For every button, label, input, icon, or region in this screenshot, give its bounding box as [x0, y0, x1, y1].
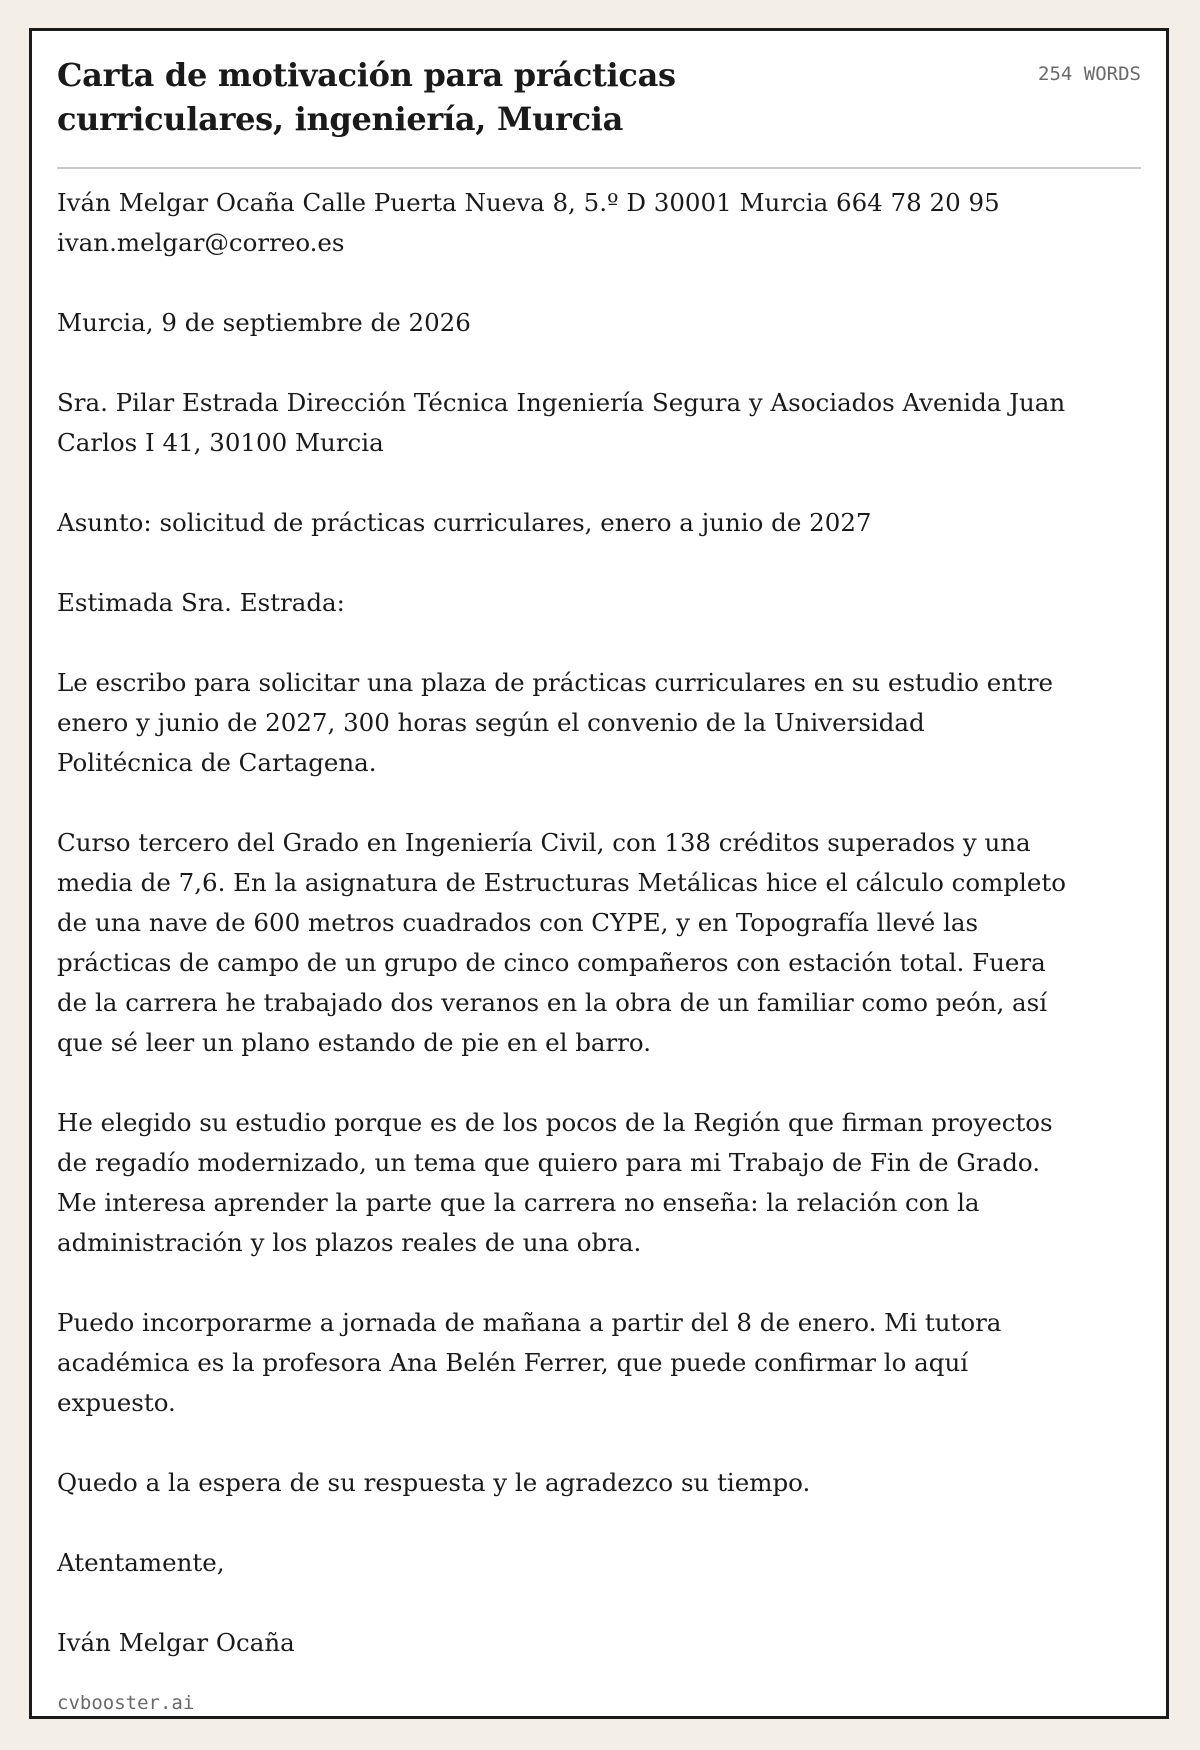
word-count-badge: 254 WORDS	[1038, 63, 1141, 85]
brand-link[interactable]: cvbooster.ai	[57, 1692, 195, 1714]
salutation: Estimada Sra. Estrada:	[57, 588, 345, 617]
subject-line: Asunto: solicitud de prácticas curriculares, enero a junio de 2027	[57, 508, 872, 537]
closing-line: Quedo a la espera de su respuesta y le agradezco su tiempo.	[57, 1468, 811, 1497]
signature: Iván Melgar Ocaña	[57, 1628, 295, 1657]
body-paragraph-4: Puedo incorporarme a jornada de mañana a partir del 8 de enero. Mi tutora académica es la profesora Ana Belén Ferrer, que puede confirmar lo aquí expuesto.	[57, 1308, 1002, 1417]
letter-date: Murcia, 9 de septiembre de 2026	[57, 308, 471, 337]
valediction: Atentamente,	[57, 1548, 225, 1577]
body-paragraph-1: Le escribo para solicitar una plaza de prácticas curriculares en su estudio entre enero y junio de 2027, 300 horas según el convenio de la Universidad Politécnica de Cartagena.	[57, 668, 1054, 777]
letter-body	[57, 169, 1067, 1663]
sender-block: Iván Melgar Ocaña Calle Puerta Nueva 8, 5.º D 30001 Murcia 664 78 20 95 ivan.melgar@correo.es	[57, 188, 1000, 257]
body-paragraph-2: Curso tercero del Grado en Ingeniería Civil, con 138 créditos superados y una media de 7,6. En la asignatura de Estructuras Metálicas hice el cálculo completo de una nave de 600 metros cuadrados con CYPE, y en Topografía llevé las prácticas de campo de un grupo de cinco compañeros con estación total. Fuera de la carrera he trabajado dos veranos en la obra de un familiar como peón, así que sé leer un plano estando de pie en el barro.	[57, 828, 1066, 1057]
document-header	[57, 53, 1141, 169]
body-paragraph-3: He elegido su estudio porque es de los pocos de la Región que firman proyectos de regadío modernizado, un tema que quiero para mi Trabajo de Fin de Grado. Me interesa aprender la parte que la carrera no enseña: la relación con la administración y los plazos reales de una obra.	[57, 1108, 1053, 1257]
recipient-block: Sra. Pilar Estrada Dirección Técnica Ingeniería Segura y Asociados Avenida Juan Carlos I 41, 30100 Murcia	[57, 388, 1066, 457]
document-title: Carta de motivación para prácticas curriculares, ingeniería, Murcia	[57, 56, 676, 138]
letter-card	[29, 28, 1169, 1719]
